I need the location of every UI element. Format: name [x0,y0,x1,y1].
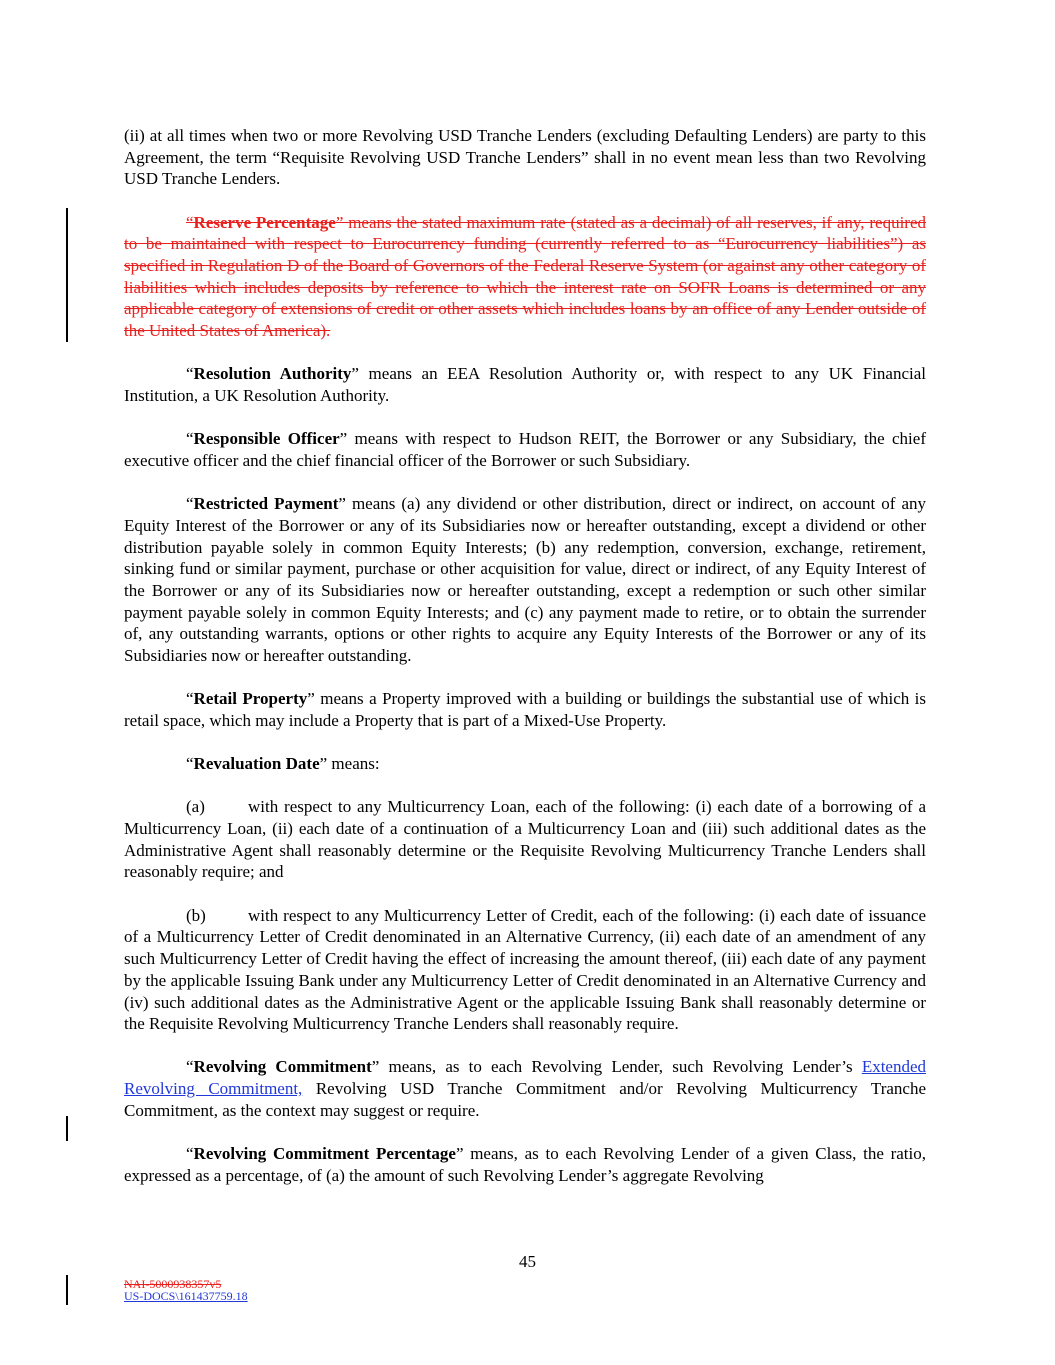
term-revolving-commitment-percentage: Revolving Commitment Percentage [193,1144,456,1164]
revaluation-item-b [124,905,926,1035]
item-label-b: (b) [186,905,206,925]
definition-body: means an EEA Resolution Authority or, with respect to any UK Financial Institution, a UK Resolution Authority. [124,364,926,406]
definition-body: means (a) any dividend or other distribution, direct or indirect, on account of any Equity Interest of the Borrower or any of its Subsidiaries now or hereafter outstanding, except a dividend or other distribution payable solely in common Equity Interests; (b) any redemption, conversion, exchange, retirement, sinking fund or similar payment, purchase or other acquisition for value, direct or indirect, of any Equity Interest of the Borrower or any of its Subsidiaries now or hereafter outstanding, except a redemption or such other similar payment payable solely in common Equity Interests; and (c) any payment made to retire, or to obtain the surrender of, any outstanding warrants, options or other rights to acquire any Equity Interests of the Borrower or any of its Subsidiaries now or hereafter outstanding. [124,494,926,666]
inserted-text: Extended Revolving Commitment, [124,1057,927,1099]
term-resolution-authority: Resolution Authority [193,364,352,384]
paragraph-requisite-clause-ii: (ii) at all times when two or more Revolving USD Tranche Lenders (excluding Defaulting Lenders) are party to this Agreement, the term “Requisite Revolving USD Tranche Lenders” shall in no event mean less than two Revolving USD Tranche Lenders. [124,126,926,189]
definition-body: means a Property improved with a building or buildings the substantial use of which is retail space, which may include a Property that is part of a Mixed-Use Property. [124,689,927,730]
document-footer [124,1278,248,1302]
change-bar-footer [66,1275,68,1305]
item-label-a: (a) [186,797,205,817]
item-body-b: with respect to any Multicurrency Letter of Credit, each of the following: (i) each date of issuance of a Multicurrency Letter of Credit denominated in an Alternative Currency, (ii) each date of an amendment of any such Multicurrency Letter of Credit having the effect of increasing the amount thereof, (iii) each date of any payment by the applicable Issuing Bank under any Multicurrency Letter of Credit denominated in an Alternative Currency and (iv) such additional dates as the Administrative Agent or the applicable Issuing Bank shall reasonably determine or the Requisite Revolving Multicurrency Tranche Lenders shall reasonably require. [124,905,926,1034]
term-reserve-percentage: Reserve Percentage [193,212,336,232]
definition-body: means the stated maximum rate (stated as a decimal) of all reserves, if any, required to be maintained with respect to Eurocurrency funding (currently referred to as “Eurocurrency liabilities”) as specified in Regulation D of the Board of Governors of the Federal Reserve System (or against any other category of liabilities which includes deposits by reference to which the interest rate on SOFR Loans is determined or any applicable category of extensions of credit or other assets which includes loans by an office of any Lender outside of the United States of America). [124,212,926,341]
term-revaluation-date: Revaluation Date [193,754,320,774]
change-bar-commitment [66,1116,68,1141]
definition-body: means with respect to Hudson REIT, the Borrower or any Subsidiary, the chief executive officer and the chief financial officer of the Borrower or such Subsidiary. [124,429,926,470]
definition-body: means, as to each Revolving Lender of a given Class, the ratio, expressed as a percentage, of (a) the amount of such Revolving Lender’s aggregate Revolving [124,1144,926,1185]
footer-inserted-doc-id: US-DOCS\161437759.18 [124,1289,248,1303]
definition-body: means, as to each Revolving Lender, such Revolving Lender’s [388,1057,853,1077]
term-responsible-officer: Responsible Officer [193,429,340,449]
definition-revolving-commitment: “Revolving Commitment” means, as to each Revolving Lender, such Revolving Lender’s Extended Revolving Commitment, Revolving USD Tranche Commitment and/or Revolving Multicurrency Tranche Commitment, as the context may suggest or require. [124,1057,927,1120]
change-bar-reserve [66,208,68,342]
definition-resolution-authority: “Resolution Authority” means an EEA Resolution Authority or, with respect to any UK Financial Institution, a UK Resolution Authority. [124,364,926,406]
definition-restricted-payment: “Restricted Payment” means (a) any dividend or other distribution, direct or indirect, on account of any Equity Interest of the Borrower or any of its Subsidiaries now or hereafter outstanding, except a dividend or other distribution payable solely in common Equity Interests; (b) any redemption, conversion, exchange, retirement, sinking fund or similar payment, purchase or other acquisition for value, direct or indirect, of any Equity Interest of the Borrower or any of its Subsidiaries now or hereafter outstanding, except a redemption or such other similar payment payable solely in common Equity Interests; and (c) any payment made to retire, or to obtain the surrender of, any outstanding warrants, options or other rights to acquire any Equity Interests of the Borrower or any of its Subsidiaries now or hereafter outstanding. [124,494,926,666]
definition-body: means: [331,754,380,774]
document-body [124,125,926,1208]
footer-deleted-doc-id: NAI-5000938357v5 [124,1277,222,1291]
definition-responsible-officer: “Responsible Officer” means with respect to Hudson REIT, the Borrower or any Subsidiary, the chief executive officer and the chief financial officer of the Borrower or such Subsidiary. [124,429,926,470]
definition-revolving-commitment-percentage: “Revolving Commitment Percentage” means, as to each Revolving Lender of a given Class, the ratio, expressed as a percentage, of (a) the amount of such Revolving Lender’s aggregate Revolving [124,1144,926,1185]
definition-retail-property: “Retail Property” means a Property improved with a building or buildings the substantial use of which is retail space, which may include a Property that is part of a Mixed-Use Property. [124,689,927,730]
definition-revaluation-date: “Revaluation Date” means: [186,754,380,774]
term-retail-property: Retail Property [193,689,308,709]
definition-reserve-percentage: “Reserve Percentage” means the stated maximum rate (stated as a decimal) of all reserves, if any, required to be maintained with respect to Eurocurrency funding (currently referred to as “Eurocurrency liabilities”) as specified in Regulation D of the Board of Governors of the Federal Reserve System (or against any other category of liabilities which includes deposits by reference to which the interest rate on SOFR Loans is determined or any applicable category of extensions of credit or other assets which includes loans by an office of any Lender outside of the United States of America). [124,212,926,341]
term-revolving-commitment: Revolving Commitment [193,1057,372,1077]
term-restricted-payment: Restricted Payment [193,494,339,514]
page-number: 45 [519,1252,536,1271]
item-body-a: with respect to any Multicurrency Loan, each of the following: (i) each date of a borrowing of a Multicurrency Loan, (ii) each date of a continuation of a Multicurrency Loan and (iii) such additional dates as the Administrative Agent shall reasonably determine or the Requisite Revolving Multicurrency Tranche Lenders shall reasonably require; and [124,797,926,882]
definition-body: Revolving USD Tranche Commitment and/or Revolving Multicurrency Tranche Commitment, as the context may suggest or require. [124,1079,926,1120]
revaluation-item-a [124,796,926,883]
